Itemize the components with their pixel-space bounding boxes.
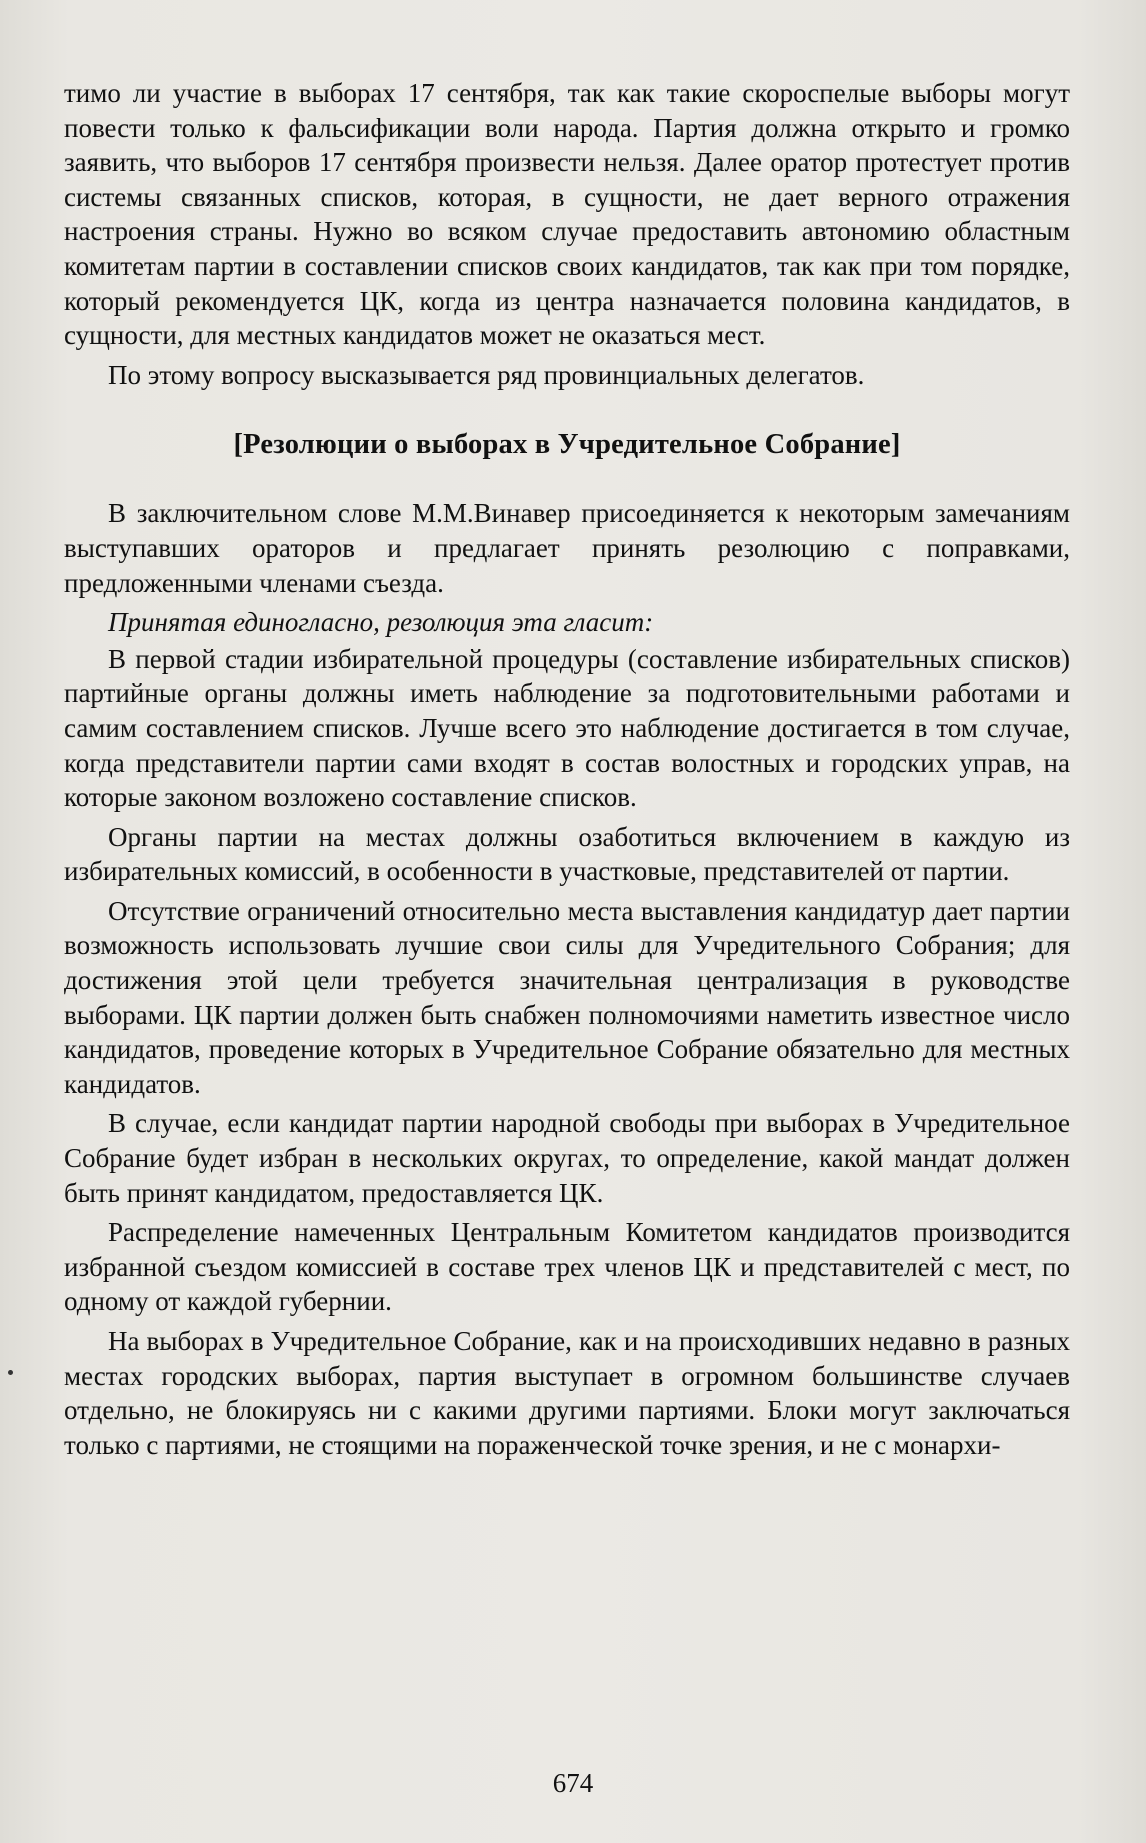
resolution-paragraph: В случае, если кандидат партии народной свободы при выборах в Учредительное Собрание будет избран в нескольких округах, то определение, какой мандат должен быть принят кандидатом, предоставляется ЦК. bbox=[64, 1108, 1070, 1208]
body-text bbox=[64, 76, 1070, 1467]
resolution-paragraph: Органы партии на местах должны озаботиться включением в каждую из избирательных комиссий, в особенности в участковые, представителей от партии. bbox=[64, 821, 1070, 887]
section-heading: [Резолюции о выборах в Учредительное Собрание] bbox=[233, 429, 901, 461]
resolution-paragraph: В первой стадии избирательной процедуры (составление избирательных списков) партийные органы должны иметь наблюдение за подготовительными работами и самим составлением списков. Лучше всего это наблюдение достигается в том случае, когда представители партии сами входят в состав волостных и городских управ, на которые законом возложено составление списков. bbox=[64, 643, 1070, 813]
margin-mark bbox=[8, 1370, 13, 1375]
paragraph: В заключительном слове М.М.Винавер присоединяется к некоторым замечаниям выступавших ораторов и предлагает принять резолюцию с поправками, предложенными членами съезда. bbox=[64, 498, 1070, 598]
paragraph: тимо ли участие в выборах 17 сентября, так как такие скороспелые выборы могут повести только к фальсификации воли народа. Партия должна открыто и громко заявить, что выборов 17 сентября произвести нельзя. Далее оратор протестует против системы связанных списков, которая, в сущности, не дает верного отражения настроения страны. Нужно во всяком случае предоставить автономию областным комитетам партии в составлении списков своих кандидатов, так как при том порядке, который рекомендуется ЦК, когда из центра назначается половина кандидатов, в сущности, для местных кандидатов может не оказаться мест. bbox=[64, 78, 1070, 351]
page-number: 674 bbox=[552, 1768, 594, 1798]
resolution-paragraph: Отсутствие ограничений относительно места выставления кандидатур дает партии возможность использовать лучшие свои силы для Учредительного Собрания; для достижения этой цели требуется значительная централизация в руководстве выборами. ЦК партии должен быть снабжен полномочиями наметить известное число кандидатов, проведение которых в Учредительное Собрание обязательно для местных кандидатов. bbox=[64, 895, 1070, 1099]
paragraph: По этому вопросу высказывается ряд провинциальных делегатов. bbox=[108, 359, 865, 390]
italic-intro: Принятая единогласно, резолюция эта гласит: bbox=[108, 607, 654, 638]
resolution-paragraph: На выборах в Учредительное Собрание, как и на происходивших недавно в разных местах городских выборах, партия выступает в огромном большинстве случаев отдельно, не блокируясь ни с какими другими партиями. Блоки могут заключаться только с партиями, не стоящими на пораженческой точке зрения, и не с монархи- bbox=[64, 1326, 1070, 1460]
resolution-paragraph: Распределение намеченных Центральным Комитетом кандидатов производится избранной съездом комиссией в составе трех членов ЦК и представителей с мест, по одному от каждой губернии. bbox=[64, 1217, 1070, 1317]
